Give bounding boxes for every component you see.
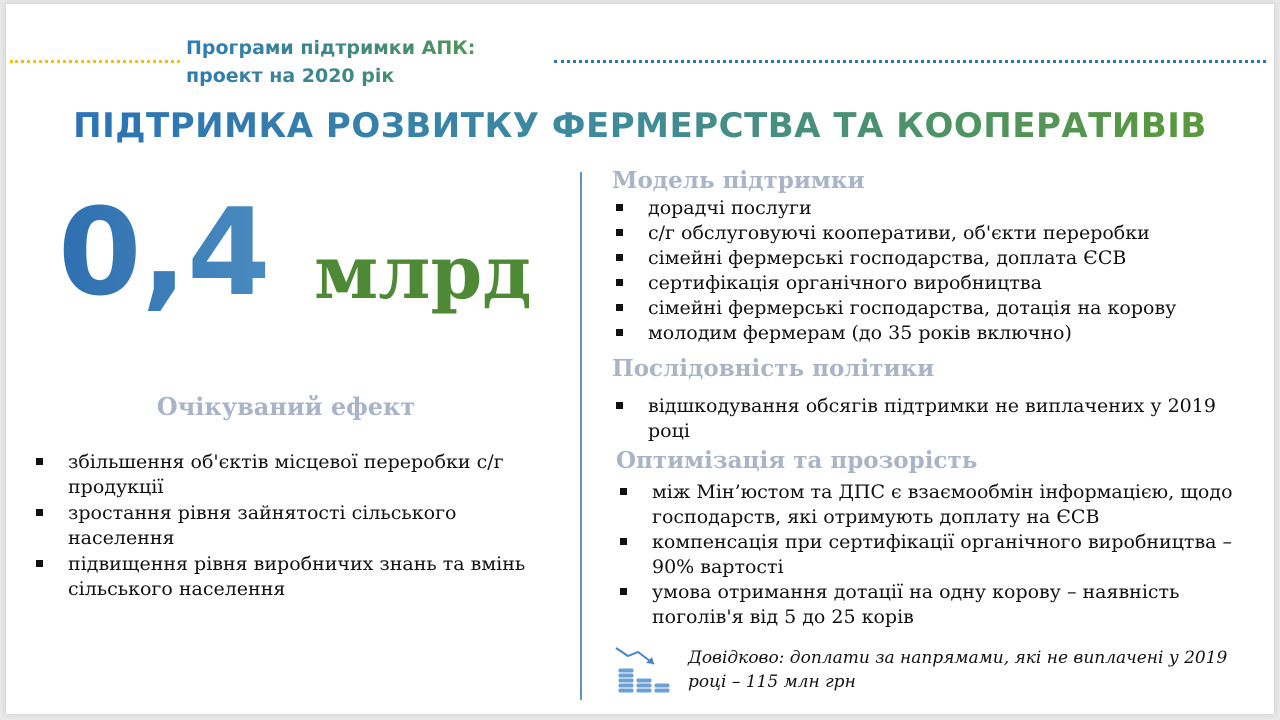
list-item	[612, 394, 1252, 444]
bullet-icon	[620, 538, 627, 545]
bullet-icon	[616, 204, 623, 211]
policy-item-text: відшкодування обсягів підтримки не виплачених у 2019 році	[648, 395, 1216, 442]
optimization-item-text: умова отримання дотації на одну корову – наявність поголів'я від 5 до 25 корів	[652, 581, 1180, 628]
list-item	[32, 501, 552, 551]
model-item-text: с/г обслуговуючі кооперативи, об'єкти переробки	[648, 222, 1150, 244]
bullet-icon	[36, 509, 43, 516]
vertical-divider	[580, 172, 582, 700]
list-item	[616, 580, 1252, 630]
policy-section	[612, 354, 1252, 444]
list-item	[32, 450, 552, 500]
decorative-dotted-line-left	[10, 60, 180, 63]
policy-list	[612, 394, 1252, 444]
optimization-heading: Оптимізація та прозорість	[616, 447, 978, 474]
bullet-icon	[616, 329, 623, 336]
list-item	[612, 246, 1176, 271]
list-item	[612, 321, 1176, 346]
bullet-icon	[616, 254, 623, 261]
model-list	[612, 196, 1176, 346]
bullet-icon	[616, 402, 623, 409]
reference-note-text: Довідково: доплати за напрямами, які не виплачені у 2019 році – 115 млн грн	[688, 648, 1228, 692]
list-item	[32, 552, 552, 602]
decorative-dotted-line-right	[554, 60, 1266, 63]
effect-heading: Очікуваний ефект	[156, 392, 416, 421]
optimization-item-text: компенсація при сертифікації органічного виробництва – 90% вартості	[652, 531, 1233, 578]
bullet-icon	[616, 279, 623, 286]
list-item	[616, 530, 1252, 580]
model-item-text: сімейні фермерські господарства, доплата ЄСВ	[648, 247, 1127, 269]
bullet-icon	[616, 304, 623, 311]
policy-heading: Послідовність політики	[612, 355, 935, 382]
list-item	[612, 296, 1176, 321]
list-item	[612, 271, 1176, 296]
bullet-icon	[36, 560, 43, 567]
bullet-icon	[616, 229, 623, 236]
bullet-icon	[620, 488, 627, 495]
header-line-1: Програми підтримки АПК:	[186, 37, 476, 59]
model-item-text: сертифікація органічного виробництва	[648, 272, 1042, 294]
effect-item-text: зростання рівня зайнятості сільського населення	[68, 502, 457, 549]
optimization-item-text: між Мін’юстом та ДПС є взаємообмін інформацією, щодо господарств, які отримують доплату на ЄСВ	[652, 481, 1233, 528]
slide	[6, 4, 1274, 714]
bullet-icon	[36, 458, 43, 465]
bullet-icon	[620, 588, 627, 595]
effect-item-text: підвищення рівня виробничих знань та вмінь сільського населення	[68, 553, 526, 600]
model-heading: Модель підтримки	[612, 167, 865, 194]
model-item-text: дорадчі послуги	[648, 197, 812, 219]
headline-number: 0,4	[58, 184, 271, 323]
reference-note	[614, 644, 1254, 700]
list-item	[612, 221, 1176, 246]
model-section	[612, 166, 1176, 346]
program-header	[186, 34, 556, 90]
model-item-text: молодим фермерам (до 35 років включно)	[648, 322, 1072, 344]
effect-list	[32, 450, 552, 603]
slide-title: ПІДТРИМКА РОЗВИТКУ ФЕРМЕРСТВА ТА КООПЕРАТИВІВ	[6, 106, 1274, 146]
coins-decline-icon	[614, 644, 676, 696]
header-line-2: проект на 2020 рік	[186, 65, 395, 87]
list-item	[616, 480, 1252, 530]
optimization-list	[616, 480, 1252, 630]
list-item	[612, 196, 1176, 221]
effect-item-text: збільшення об'єктів місцевої переробки с/г продукції	[68, 451, 504, 498]
optimization-section	[616, 446, 1252, 630]
model-item-text: сімейні фермерські господарства, дотація на корову	[648, 297, 1177, 319]
headline-unit: млрд	[314, 230, 532, 316]
